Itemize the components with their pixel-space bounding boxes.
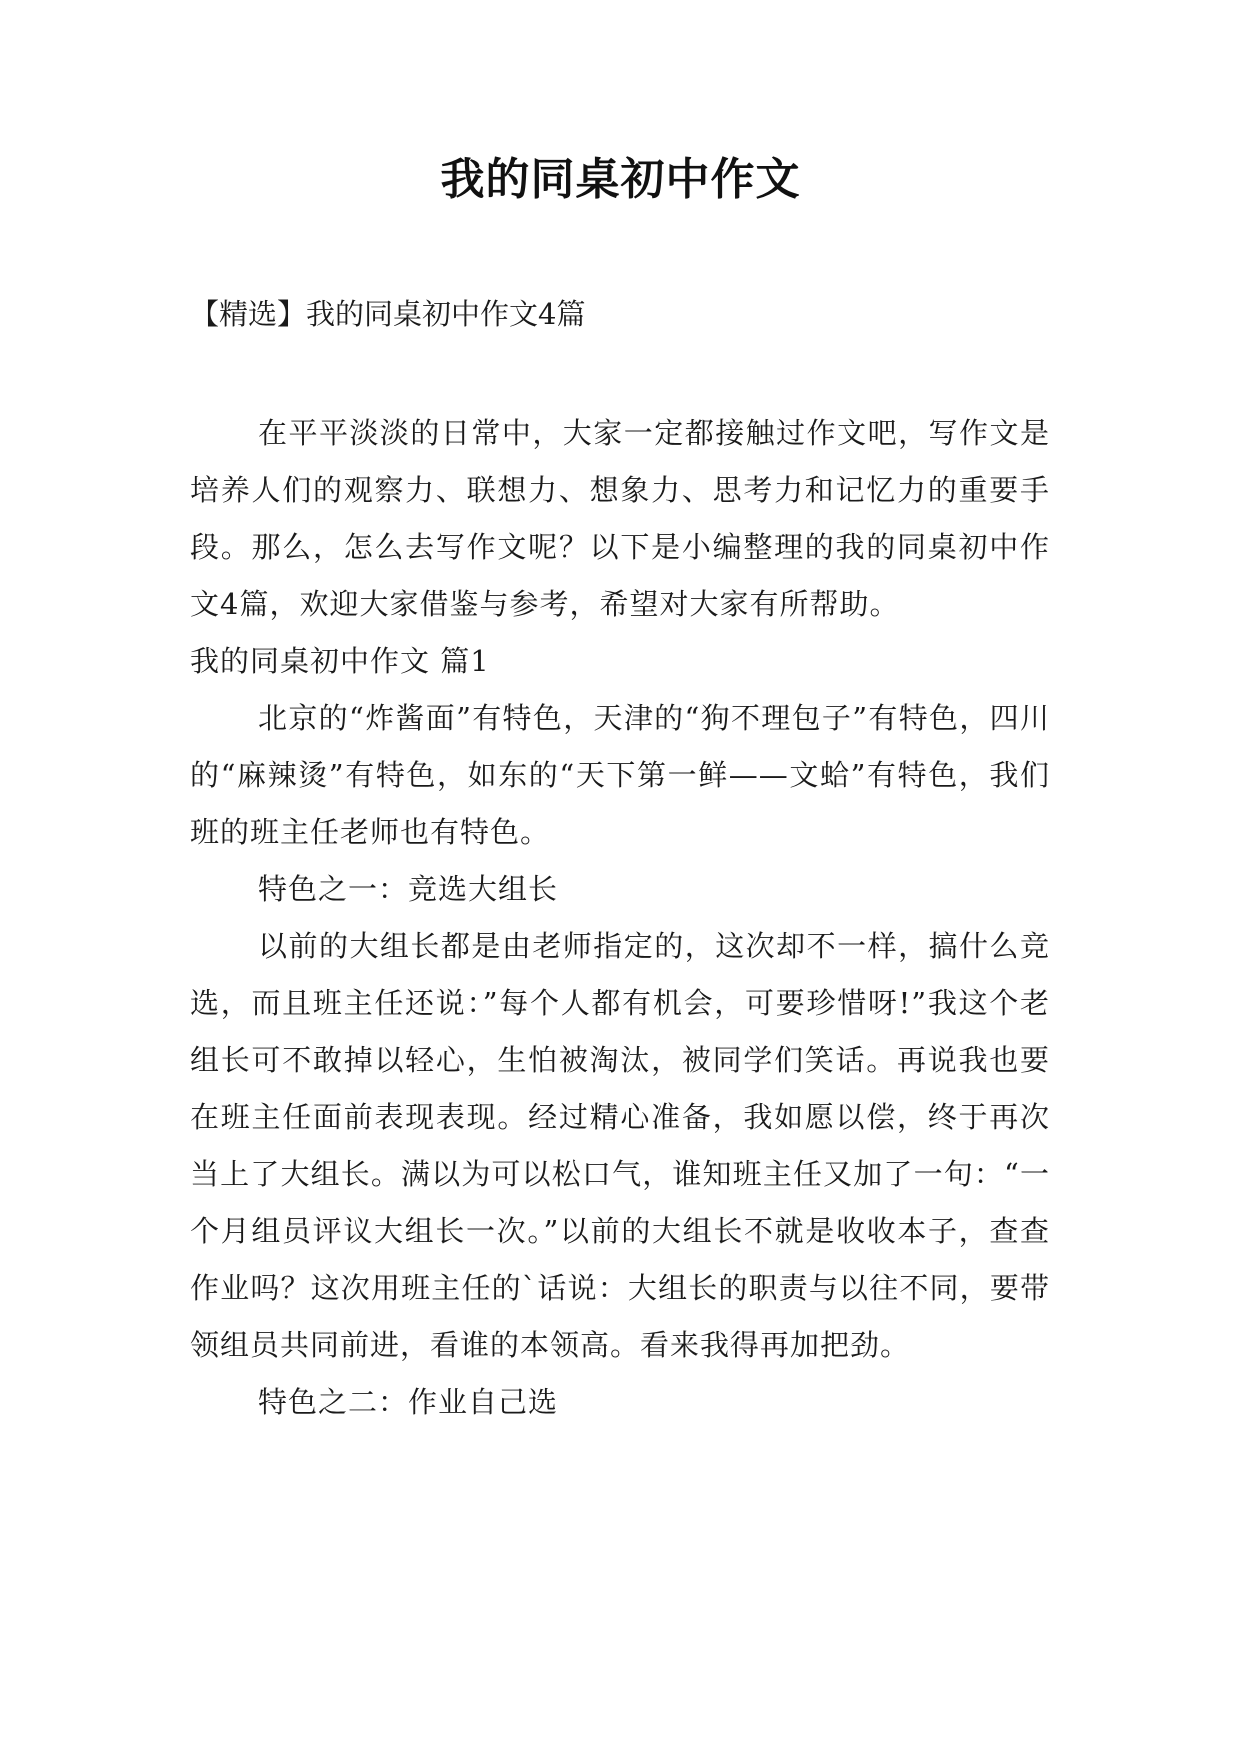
document-title: 我的同桌初中作文 <box>440 154 801 205</box>
document-subtitle: 【精选】我的同桌初中作文4篇 <box>190 297 586 331</box>
document-body <box>190 405 1050 1431</box>
feature-heading: 特色之二：作业自己选 <box>258 1385 559 1419</box>
body-paragraph: 北京的“炸酱面”有特色，天津的“狗不理包子”有特色，四川的“麻辣烫”有特色，如东的“天下第一鲜——文蛤”有特色，我们班的班主任老师也有特色。 <box>190 701 1050 849</box>
section-heading: 我的同桌初中作文 篇1 <box>190 644 490 678</box>
intro-paragraph: 在平平淡淡的日常中，大家一定都接触过作文吧，写作文是培养人们的观察力、联想力、想象力、思考力和记忆力的重要手段。那么，怎么去写作文呢？以下是小编整理的我的同桌初中作文4篇，欢迎大家借鉴与参考，希望对大家有所帮助。 <box>190 416 1050 621</box>
body-paragraph: 以前的大组长都是由老师指定的，这次却不一样，搞什么竞选，而且班主任还说：”每个人都有机会，可要珍惜呀!”我这个老组长可不敢掉以轻心，生怕被淘汰，被同学们笑话。再说我也要在班主任面前表现表现。经过精心准备，我如愿以偿，终于再次当上了大组长。满以为可以松口气，谁知班主任又加了一句：“一个月组员评议大组长一次。”以前的大组长不就是收收本子，查查作业吗？这次用班主任的`话说：大组长的职责与以往不同，要带领组员共同前进，看谁的本领高。看来我得再加把劲。 <box>190 929 1050 1362</box>
feature-heading: 特色之一：竞选大组长 <box>258 872 559 906</box>
